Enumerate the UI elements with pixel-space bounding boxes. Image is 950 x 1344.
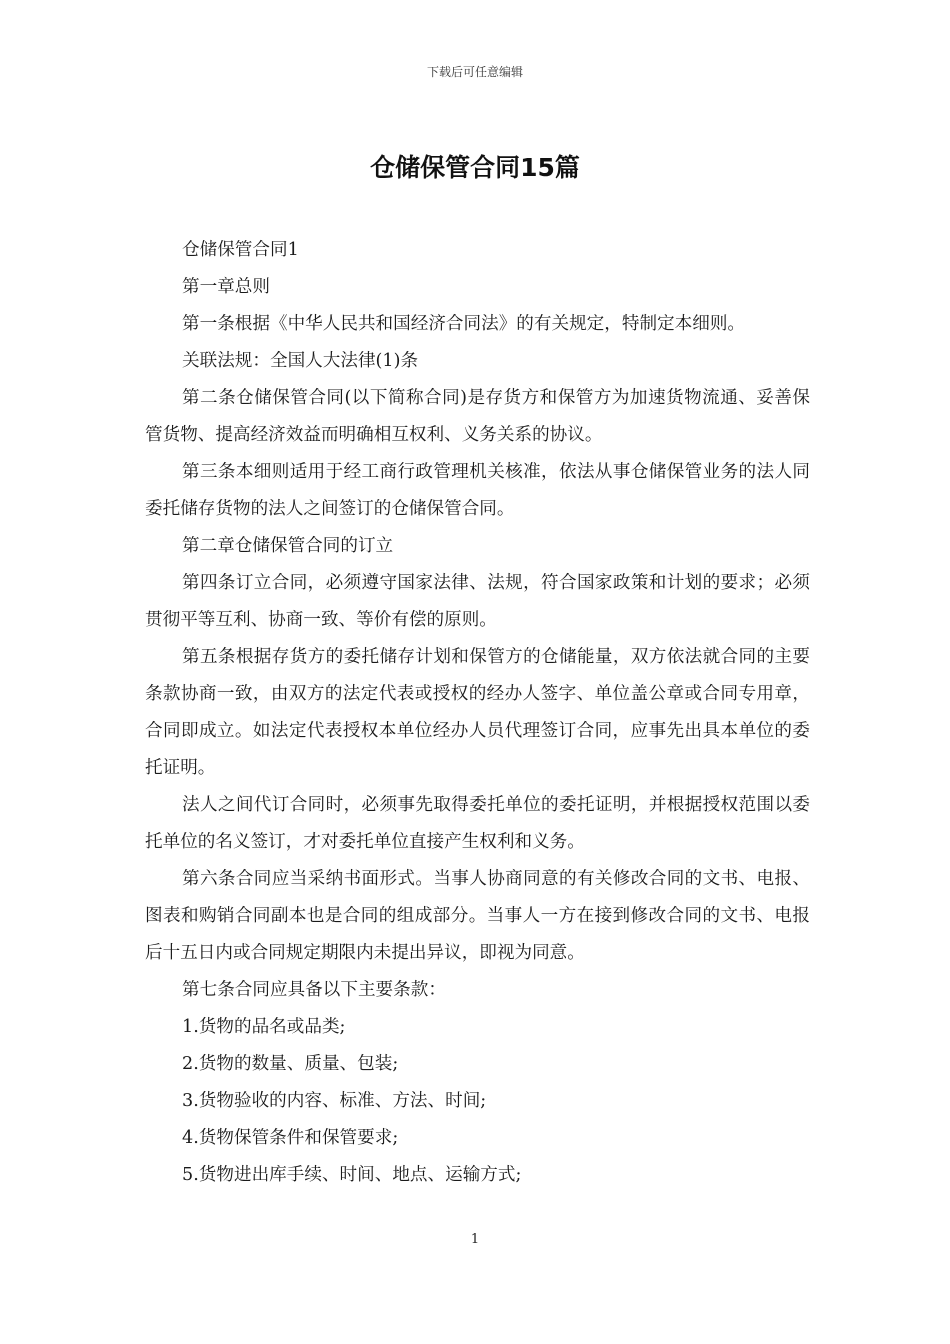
page-header-note: 下载后可任意编辑 [426,65,523,79]
document-title: 仓储保管合同15篇 [370,153,580,182]
paragraph: 第一章总则 [182,277,270,297]
paragraph: 第二章仓储保管合同的订立 [182,536,394,556]
paragraph: 关联法规：全国人大法律(1)条 [182,351,419,371]
list-item: 3.货物验收的内容、标准、方法、时间; [182,1091,487,1111]
paragraph: 第三条本细则适用于经工商行政管理机关核准，依法从事仓储保管业务的法人同委托储存货物的法人之间签订的仓储保管合同。 [145,462,810,519]
paragraph: 第一条根据《中华人民共和国经济合同法》的有关规定，特制定本细则。 [182,314,746,334]
list-item: 2.货物的数量、质量、包装; [182,1054,399,1074]
document-body [145,232,810,1194]
list-item: 4.货物保管条件和保管要求; [182,1128,399,1148]
paragraph: 第七条合同应具备以下主要条款： [182,980,446,1000]
page-number: 1 [470,1232,480,1247]
paragraph: 第四条订立合同，必须遵守国家法律、法规，符合国家政策和计划的要求；必须贯彻平等互利、协商一致、等价有偿的原则。 [145,573,810,630]
list-item: 5.货物进出库手续、时间、地点、运输方式; [182,1165,522,1185]
paragraph: 第五条根据存货方的委托储存计划和保管方的仓储能量，双方依法就合同的主要条款协商一致，由双方的法定代表或授权的经办人签字、单位盖公章或合同专用章，合同即成立。如法定代表授权本单位经办人员代理签订合同，应事先出具本单位的委托证明。 [145,647,810,778]
paragraph: 仓储保管合同1 [182,240,299,260]
list-item: 1.货物的品名或品类; [182,1017,346,1037]
paragraph: 法人之间代订合同时，必须事先取得委托单位的委托证明，并根据授权范围以委托单位的名义签订，才对委托单位直接产生权利和义务。 [145,795,810,852]
paragraph: 第六条合同应当采纳书面形式。当事人协商同意的有关修改合同的文书、电报、图表和购销合同副本也是合同的组成部分。当事人一方在接到修改合同的文书、电报后十五日内或合同规定期限内未提出异议，即视为同意。 [145,869,810,963]
paragraph: 第二条仓储保管合同(以下简称合同)是存货方和保管方为加速货物流通、妥善保管货物、提高经济效益而明确相互权利、义务关系的协议。 [145,388,810,445]
